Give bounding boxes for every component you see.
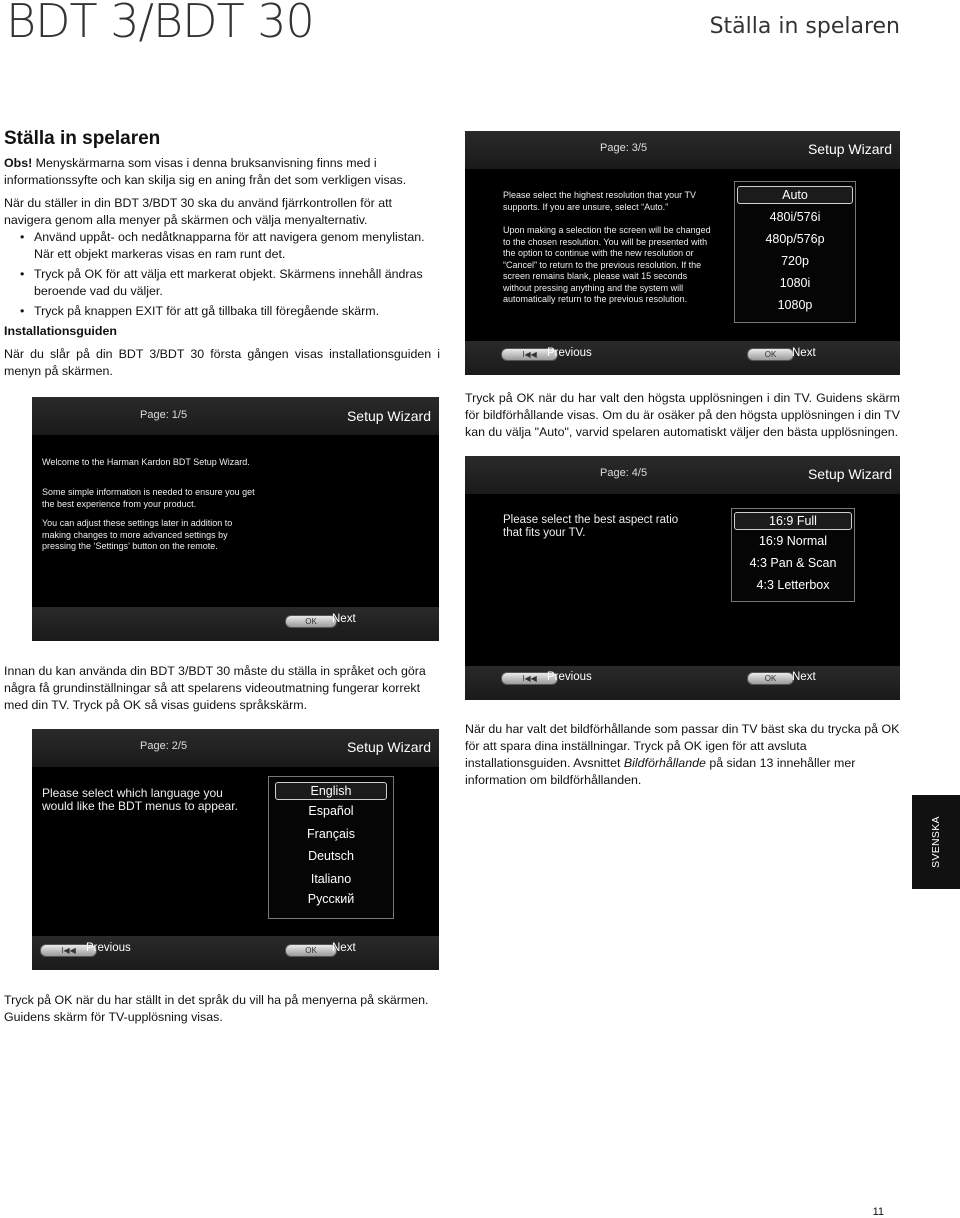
obs-text: Menyskärmarna som visas i denna bruksanvisning finns med i informationssyfte och kan skilja sig en aning från det som verkligen visas. (4, 156, 407, 187)
wizard-screen-2 (32, 729, 439, 970)
resolution-option-selected[interactable]: Auto (737, 186, 853, 204)
aspect-option[interactable]: 4:3 Pan & Scan (749, 556, 837, 570)
header-section-title: Ställa in spelaren (709, 14, 900, 39)
next-label[interactable]: Next (792, 671, 816, 683)
resolution-option[interactable]: 480p/576p (765, 232, 825, 246)
page-number: 11 (872, 1206, 884, 1218)
language-option-selected[interactable]: English (275, 782, 387, 800)
side-tab-label: SVENSKA (930, 816, 942, 868)
header-model: BDT 3/BDT 30 (6, 0, 314, 48)
resolution-help: Upon making a selection the screen will be changed to the chosen resolution. You will be presented with the option to continue with the new resolution or “Cancel” to return to the previous resolution. If the screen remains blank, please wait 15 seconds without pressing anything and the system will automatically return to the previous resolution. (503, 225, 711, 304)
bullet-item: • Använd uppåt- och nedåtknapparna för att navigera genom menylistan. När ett objekt markeras visas en ram runt det. (4, 229, 440, 263)
resolution-option[interactable]: 1080i (779, 276, 811, 290)
wizard-title: Setup Wizard (807, 466, 892, 482)
page-indicator: Page: 1/5 (140, 409, 188, 421)
settings-message: You can adjust these settings later in addition to making changes to more advanced settings by pressing the ‘Settings’ button on the remote. (42, 518, 233, 551)
aspect-list (731, 508, 855, 602)
wizard-screen-1 (32, 397, 439, 641)
caption-after-screen-4 (465, 721, 900, 789)
guide-heading: Installationsguiden (4, 324, 117, 338)
page-indicator: Page: 2/5 (140, 740, 188, 752)
resolution-list (734, 181, 856, 323)
aspect-option[interactable]: 4:3 Letterbox (756, 578, 830, 592)
bullet-item: • Tryck på OK för att välja ett markerat objekt. Skärmens innehåll ändras beroende vad du väljer. (4, 266, 440, 300)
reference-link-text: Bildförhållande (623, 756, 706, 770)
previous-label[interactable]: Previous (547, 347, 592, 359)
previous-label[interactable]: Previous (86, 942, 131, 954)
ok-button[interactable]: OK (285, 944, 337, 957)
language-option[interactable]: Italiano (310, 872, 352, 886)
wizard-title: Setup Wizard (807, 141, 892, 157)
resolution-option[interactable]: 480i/576i (769, 210, 821, 224)
language-prompt: Please select which language you would like the BDT menus to appear. (42, 786, 238, 813)
info-message: Some simple information is needed to ensure you get the best experience from your product. (42, 487, 255, 509)
previous-button[interactable]: I◀◀ (501, 672, 558, 685)
wizard-screen-4 (465, 456, 900, 700)
ok-button[interactable]: OK (747, 672, 794, 685)
caption-text: När du har valt det bildförhållande som passar din TV bäst ska du trycka på OK för att spara dina inställningar. Tryck på OK igen för att avsluta installationsguiden. Avsnittet (465, 722, 900, 770)
language-option[interactable]: Русский (307, 892, 355, 906)
next-label[interactable]: Next (332, 942, 356, 954)
next-label[interactable]: Next (792, 347, 816, 359)
language-option[interactable]: Français (307, 827, 355, 841)
wizard-screen-3 (465, 131, 900, 375)
language-option[interactable]: Español (308, 804, 354, 818)
caption-after-screen-2: Tryck på OK när du har ställt in det språk du vill ha på menyerna på skärmen. Guidens skärm för TV-upplösning visas. (4, 993, 429, 1024)
page-indicator: Page: 3/5 (600, 142, 648, 154)
page-indicator: Page: 4/5 (600, 467, 648, 479)
language-list (268, 776, 394, 919)
previous-button[interactable]: I◀◀ (501, 348, 558, 361)
language-option[interactable]: Deutsch (308, 849, 354, 863)
language-side-tab (912, 795, 960, 889)
section-title: Ställa in spelaren (4, 128, 161, 149)
ok-button[interactable]: OK (747, 348, 794, 361)
caption-after-screen-1: Innan du kan använda din BDT 3/BDT 30 måste du ställa in språket och göra några få grundinställningar så att spelarens videoutmatning fungerar korrekt med din TV. Tryck på OK så visas guidens språkskärm. (4, 664, 426, 712)
nav-bullet-list (4, 229, 440, 323)
resolution-option[interactable]: 720p (781, 254, 809, 268)
screen-footer-band (32, 607, 439, 641)
obs-label: Obs! (4, 156, 33, 170)
resolution-option[interactable]: 1080p (777, 298, 813, 312)
caption-after-screen-3: Tryck på OK när du har valt den högsta upplösningen i din TV. Guidens skärm för bildförhållande visas. Om du är osäker på den högsta upplösningen i din TV kan du välja "Auto", varvid spelaren automatiskt väljer den bästa upplösningen. (465, 391, 900, 439)
next-label[interactable]: Next (332, 613, 356, 625)
wizard-title: Setup Wizard (346, 739, 431, 755)
remote-paragraph: När du ställer in din BDT 3/BDT 30 ska du använd fjärrkontrollen för att navigera genom alla menyer på skärmen och välja menyalternativ. (4, 196, 392, 227)
obs-paragraph (4, 155, 440, 189)
wizard-title: Setup Wizard (346, 408, 431, 424)
guide-paragraph: När du slår på din BDT 3/BDT 30 första gången visas installationsguiden i menyn på skärmen. (4, 347, 440, 378)
previous-label[interactable]: Previous (547, 671, 592, 683)
aspect-prompt: Please select the best aspect ratio that fits your TV. (503, 514, 679, 539)
aspect-option-selected[interactable]: 16:9 Full (734, 512, 852, 530)
caption-text: på sidan 13 innehåller mer information om bildförhållanden. (465, 756, 856, 787)
previous-button[interactable]: I◀◀ (40, 944, 97, 957)
ok-button[interactable]: OK (285, 615, 337, 628)
aspect-option[interactable]: 16:9 Normal (758, 534, 828, 548)
bullet-item: • Tryck på knappen EXIT för att gå tillbaka till föregående skärm. (4, 303, 440, 320)
resolution-prompt: Please select the highest resolution that your TV supports. If you are unsure, select “Auto.” (503, 190, 696, 212)
welcome-message: Welcome to the Harman Kardon BDT Setup Wizard. (42, 457, 250, 467)
